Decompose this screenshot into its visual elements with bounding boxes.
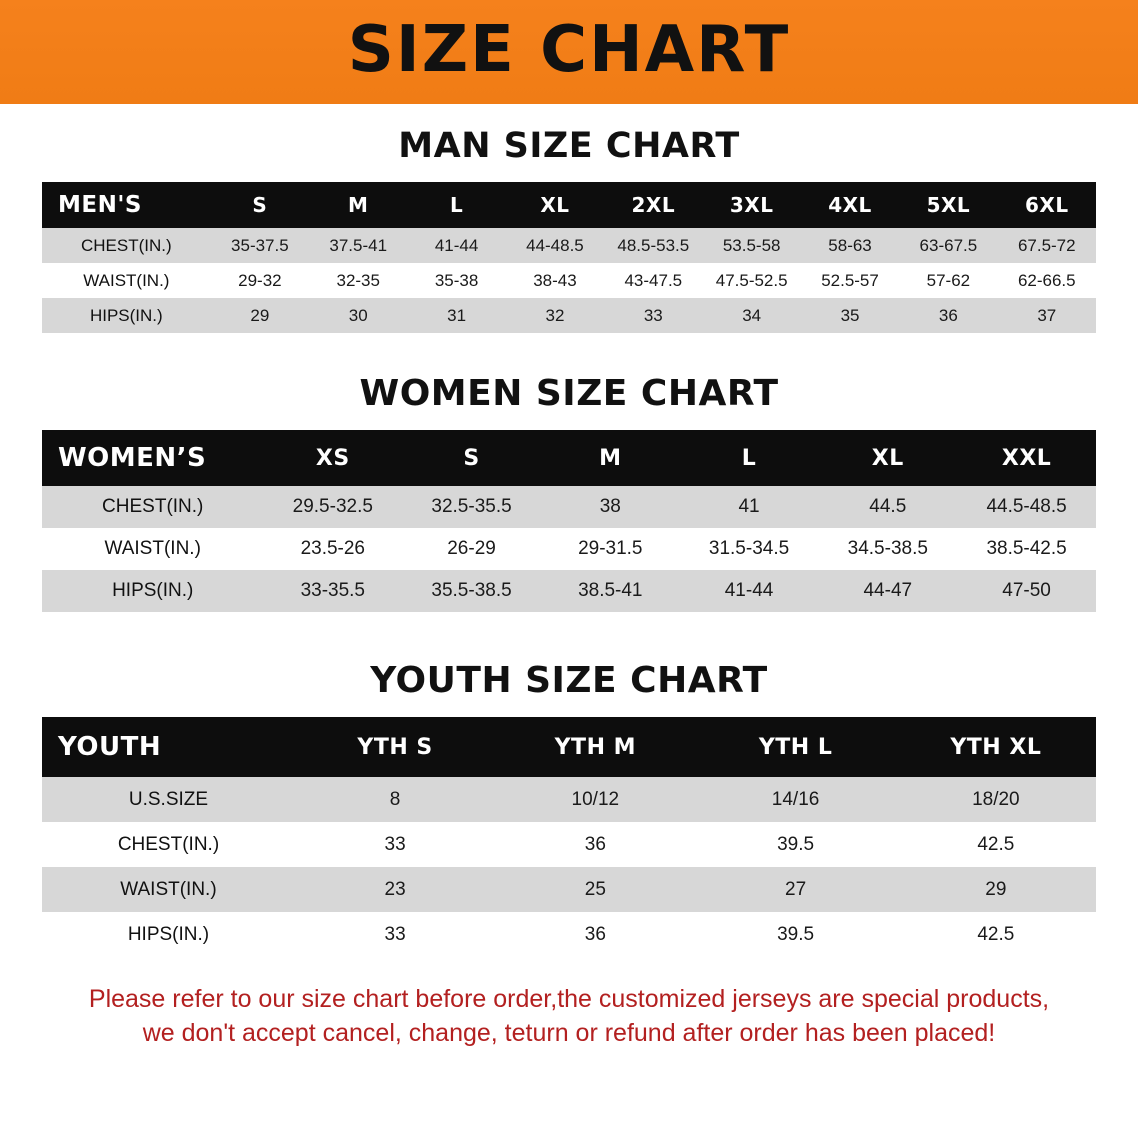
women-size-table — [42, 430, 1096, 612]
man-cell-2-2: 31 — [447, 305, 467, 325]
man-cell-1-6: 52.5-57 — [821, 270, 879, 290]
women-col-2: M — [599, 445, 622, 471]
man-table-header — [42, 182, 1096, 228]
table-header-row — [42, 717, 1096, 777]
women-cell-0-0: 29.5-32.5 — [292, 496, 373, 517]
women-cell-0-3: 41 — [738, 496, 760, 517]
man-cell-1-7: 57-62 — [926, 270, 971, 290]
youth-cell-3-3: 42.5 — [977, 923, 1015, 945]
women-cell-2-0: 33-35.5 — [300, 580, 366, 601]
women-cell-1-3: 31.5-34.5 — [708, 538, 790, 559]
women-corner-label: WOMEN’S — [58, 443, 207, 473]
man-cell-1-0: 29-32 — [238, 270, 282, 290]
man-cell-2-4: 33 — [643, 305, 663, 325]
women-table-wrap — [0, 430, 1138, 612]
man-col-8: 6XL — [1024, 193, 1069, 217]
table-row — [42, 263, 1096, 298]
women-cell-2-2: 38.5-41 — [578, 580, 643, 601]
women-table-body — [42, 486, 1096, 612]
women-cell-1-2: 29-31.5 — [578, 538, 643, 559]
man-table-body — [42, 228, 1096, 333]
youth-section-heading: YOUTH SIZE CHART — [370, 660, 768, 701]
table-row — [42, 228, 1096, 263]
youth-cell-0-1: 10/12 — [571, 788, 620, 810]
youth-cell-2-1: 25 — [584, 878, 606, 900]
youth-cell-0-3: 18/20 — [972, 788, 1020, 810]
man-cell-2-7: 36 — [938, 305, 958, 325]
table-row — [42, 822, 1096, 867]
women-col-5: XXL — [1001, 445, 1052, 471]
youth-col-0: YTH S — [357, 734, 433, 760]
man-col-1: M — [348, 193, 369, 217]
women-section-heading: WOMEN SIZE CHART — [359, 373, 779, 414]
women-cell-2-3: 41-44 — [724, 580, 774, 601]
women-cell-2-5: 47-50 — [1002, 580, 1051, 601]
man-cell-1-3: 38-43 — [533, 270, 577, 290]
women-cell-1-4: 34.5-38.5 — [847, 538, 928, 559]
man-cell-1-1: 32-35 — [336, 270, 380, 290]
youth-cell-1-0: 33 — [384, 833, 406, 855]
youth-row-2-label: WAIST(IN.) — [120, 878, 217, 900]
youth-cell-2-3: 29 — [985, 878, 1007, 900]
table-row — [42, 912, 1096, 957]
man-cell-0-0: 35-37.5 — [231, 235, 289, 255]
order-policy-notice — [40, 983, 1098, 1051]
table-row — [42, 486, 1096, 528]
man-cell-0-8: 67.5-72 — [1017, 235, 1076, 255]
table-row — [42, 298, 1096, 333]
man-col-0: S — [252, 193, 268, 217]
women-row-2-label: HIPS(IN.) — [112, 580, 194, 601]
youth-col-3: YTH XL — [950, 734, 1042, 760]
youth-cell-1-1: 36 — [584, 833, 606, 855]
man-size-table — [42, 182, 1096, 333]
table-row — [42, 867, 1096, 912]
youth-row-3-label: HIPS(IN.) — [127, 923, 210, 945]
notice-line-2: we don't accept cancel, change, teturn or refund after order has been placed! — [142, 1018, 996, 1047]
man-cell-0-1: 37.5-41 — [329, 235, 388, 255]
man-row-1-label: WAIST(IN.) — [83, 270, 170, 290]
youth-cell-3-0: 33 — [384, 923, 406, 945]
table-row — [42, 528, 1096, 570]
youth-cell-2-2: 27 — [785, 878, 807, 900]
women-col-0: XS — [315, 445, 350, 471]
youth-cell-2-0: 23 — [384, 878, 406, 900]
table-row — [42, 777, 1096, 822]
women-cell-0-2: 38 — [599, 496, 621, 517]
women-cell-1-1: 26-29 — [447, 538, 496, 559]
man-cell-0-3: 44-48.5 — [526, 235, 584, 255]
man-row-0-label: CHEST(IN.) — [81, 235, 172, 255]
women-cell-0-5: 44.5-48.5 — [986, 496, 1067, 517]
women-row-0-label: CHEST(IN.) — [102, 496, 204, 517]
man-cell-2-6: 35 — [840, 305, 860, 325]
man-row-2-label: HIPS(IN.) — [89, 305, 163, 325]
table-header-row — [42, 182, 1096, 228]
youth-table-body — [42, 777, 1096, 957]
table-header-row — [42, 430, 1096, 486]
youth-cell-3-2: 39.5 — [777, 923, 815, 945]
youth-cell-1-2: 39.5 — [777, 833, 815, 855]
man-cell-0-4: 48.5-53.5 — [617, 235, 690, 255]
man-cell-1-2: 35-38 — [434, 270, 479, 290]
man-col-6: 4XL — [828, 193, 872, 217]
man-cell-1-4: 43-47.5 — [624, 270, 683, 290]
man-cell-2-5: 34 — [742, 305, 762, 325]
man-cell-2-8: 37 — [1037, 305, 1057, 325]
youth-col-2: YTH L — [758, 734, 833, 760]
youth-row-1-label: CHEST(IN.) — [117, 833, 220, 855]
man-col-2: L — [449, 193, 464, 217]
youth-table-wrap — [0, 717, 1138, 957]
man-corner-label: MEN'S — [58, 192, 142, 218]
man-table-wrap — [0, 182, 1138, 333]
women-cell-0-1: 32.5-35.5 — [431, 496, 512, 517]
women-col-3: L — [741, 445, 757, 471]
man-section-heading: MAN SIZE CHART — [398, 126, 740, 166]
man-cell-0-7: 63-67.5 — [919, 235, 978, 255]
man-col-5: 3XL — [729, 193, 774, 217]
youth-size-table — [42, 717, 1096, 957]
women-cell-1-0: 23.5-26 — [300, 538, 366, 559]
table-row — [42, 570, 1096, 612]
women-col-4: XL — [871, 445, 904, 471]
women-table-header — [42, 430, 1096, 486]
man-cell-1-5: 47.5-52.5 — [715, 270, 788, 290]
youth-col-1: YTH M — [554, 734, 637, 760]
youth-row-0-label: U.S.SIZE — [128, 788, 209, 810]
man-cell-2-1: 30 — [348, 305, 368, 325]
man-cell-2-3: 32 — [545, 305, 565, 325]
notice-line-1: Please refer to our size chart before order,the customized jerseys are special products, — [88, 985, 1050, 1013]
man-col-4: 2XL — [631, 193, 676, 217]
man-cell-2-0: 29 — [250, 305, 270, 325]
man-cell-0-6: 58-63 — [828, 235, 872, 255]
page-banner — [0, 0, 1138, 104]
youth-cell-0-0: 8 — [389, 788, 401, 810]
youth-cell-3-1: 36 — [584, 923, 606, 945]
man-cell-1-8: 62-66.5 — [1017, 270, 1076, 290]
man-col-3: XL — [540, 193, 570, 217]
youth-table-header — [42, 717, 1096, 777]
women-cell-2-1: 35.5-38.5 — [431, 580, 512, 601]
man-col-7: 5XL — [926, 193, 971, 217]
youth-cell-1-3: 42.5 — [977, 833, 1015, 855]
youth-corner-label: YOUTH — [58, 732, 162, 762]
women-cell-0-4: 44.5 — [869, 496, 907, 517]
page-title: SIZE CHART — [347, 13, 791, 87]
man-cell-0-5: 53.5-58 — [722, 235, 781, 255]
women-cell-1-5: 38.5-42.5 — [986, 538, 1067, 559]
women-col-1: S — [463, 445, 480, 471]
youth-cell-0-2: 14/16 — [771, 788, 820, 810]
man-cell-0-2: 41-44 — [434, 235, 479, 255]
women-row-1-label: WAIST(IN.) — [104, 538, 201, 559]
women-cell-2-4: 44-47 — [863, 580, 913, 601]
